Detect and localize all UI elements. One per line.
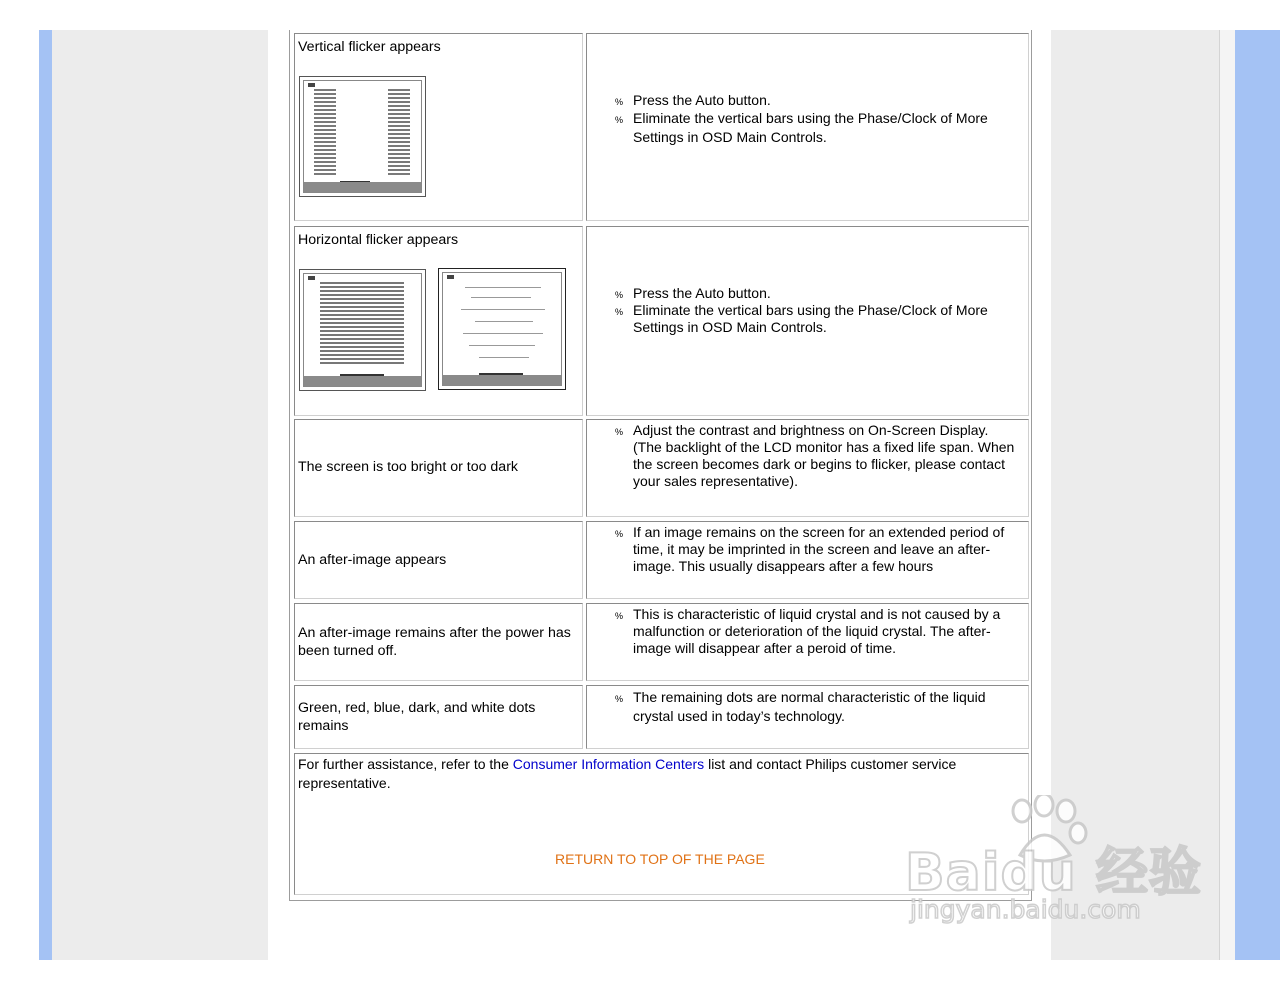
assistance-text-tail: list and contact Philips customer service representative. — [298, 756, 957, 791]
problem-text: Vertical flicker appears — [298, 39, 441, 55]
problem-text: Green, red, blue, dark, and white dots remains — [298, 700, 536, 734]
solution-item: % If an image remains on the screen for an extended period of time, it may be imprinted in the screen and leave an after-image. This usually disappears after a few hours — [615, 524, 1005, 574]
solution-list — [615, 92, 1020, 147]
solution-cell — [586, 419, 1029, 517]
solution-cell — [586, 603, 1029, 681]
right-gray-strip — [1219, 30, 1235, 960]
left-blue-bar — [39, 30, 52, 960]
solution-item: % Eliminate the vertical bars using the Phase/Clock of More Settings in OSD Main Controls. — [615, 302, 988, 335]
solution-item: % Eliminate the vertical bars using the Phase/Clock of More Settings in OSD Main Controls. — [615, 110, 988, 145]
solution-list — [615, 606, 1020, 657]
bullet-icon: % — [615, 529, 624, 539]
watermark-main-text: Baidu 经验 — [905, 843, 1202, 903]
solution-cell — [586, 226, 1029, 416]
watermark-url-text: jingyan.baidu.com — [910, 895, 1141, 924]
solution-item: % Adjust the contrast and brightness on On-Screen Display. (The backlight of the LCD monitor has a fixed life span. When the screen becomes dark or begins to flicker, please contact your sales representative). — [615, 422, 1015, 489]
solution-cell — [586, 685, 1029, 749]
left-gray-margin — [52, 30, 268, 960]
assistance-note — [298, 755, 1018, 793]
problem-text: The screen is too bright or too dark — [298, 459, 519, 475]
solution-item: % Press the Auto button. — [615, 285, 1020, 302]
solution-list — [615, 285, 1020, 336]
right-blue-bar — [1235, 30, 1280, 960]
bullet-icon: % — [615, 427, 624, 437]
problem-text: An after-image appears — [298, 552, 447, 568]
horizontal-flicker-thumbnail — [438, 268, 566, 390]
problem-cell — [294, 419, 583, 517]
solution-item: % The remaining dots are normal characteristic of the liquid crystal used in today’s technology. — [615, 689, 986, 724]
consumer-information-centers-link[interactable]: Consumer Information Centers — [512, 756, 705, 772]
solution-item: % This is characteristic of liquid crystal and is not caused by a malfunction or deterioration of the liquid crystal. The after-image will disappear after a peroid of time. — [615, 606, 1001, 656]
solution-item: % Press the Auto button. — [615, 92, 1020, 109]
problem-cell — [294, 521, 583, 599]
horizontal-flicker-thumbnail — [299, 269, 426, 391]
solution-list — [615, 524, 1020, 575]
bullet-icon: % — [615, 290, 624, 300]
bullet-icon: % — [615, 307, 624, 317]
solution-cell — [586, 521, 1029, 599]
return-to-top-link[interactable]: RETURN TO TOP OF THE PAGE — [555, 851, 765, 867]
problem-cell — [294, 603, 583, 681]
bullet-icon: % — [615, 97, 624, 107]
problem-text: An after-image remains after the power has been turned off. — [298, 625, 571, 659]
troubleshooting-table — [289, 30, 1032, 901]
solution-list — [615, 688, 1020, 726]
bullet-icon: % — [615, 611, 624, 621]
baidu-jingyan-watermark — [905, 795, 1205, 945]
assistance-text: For further assistance, refer to the — [298, 756, 513, 772]
problem-cell — [294, 685, 583, 749]
solution-cell — [586, 33, 1029, 221]
vertical-flicker-thumbnail — [299, 76, 426, 197]
problem-cell — [294, 33, 583, 221]
problem-cell — [294, 226, 583, 416]
bullet-icon: % — [615, 115, 624, 125]
bullet-icon: % — [615, 694, 624, 704]
problem-text: Horizontal flicker appears — [298, 232, 459, 248]
solution-list — [615, 422, 1020, 490]
